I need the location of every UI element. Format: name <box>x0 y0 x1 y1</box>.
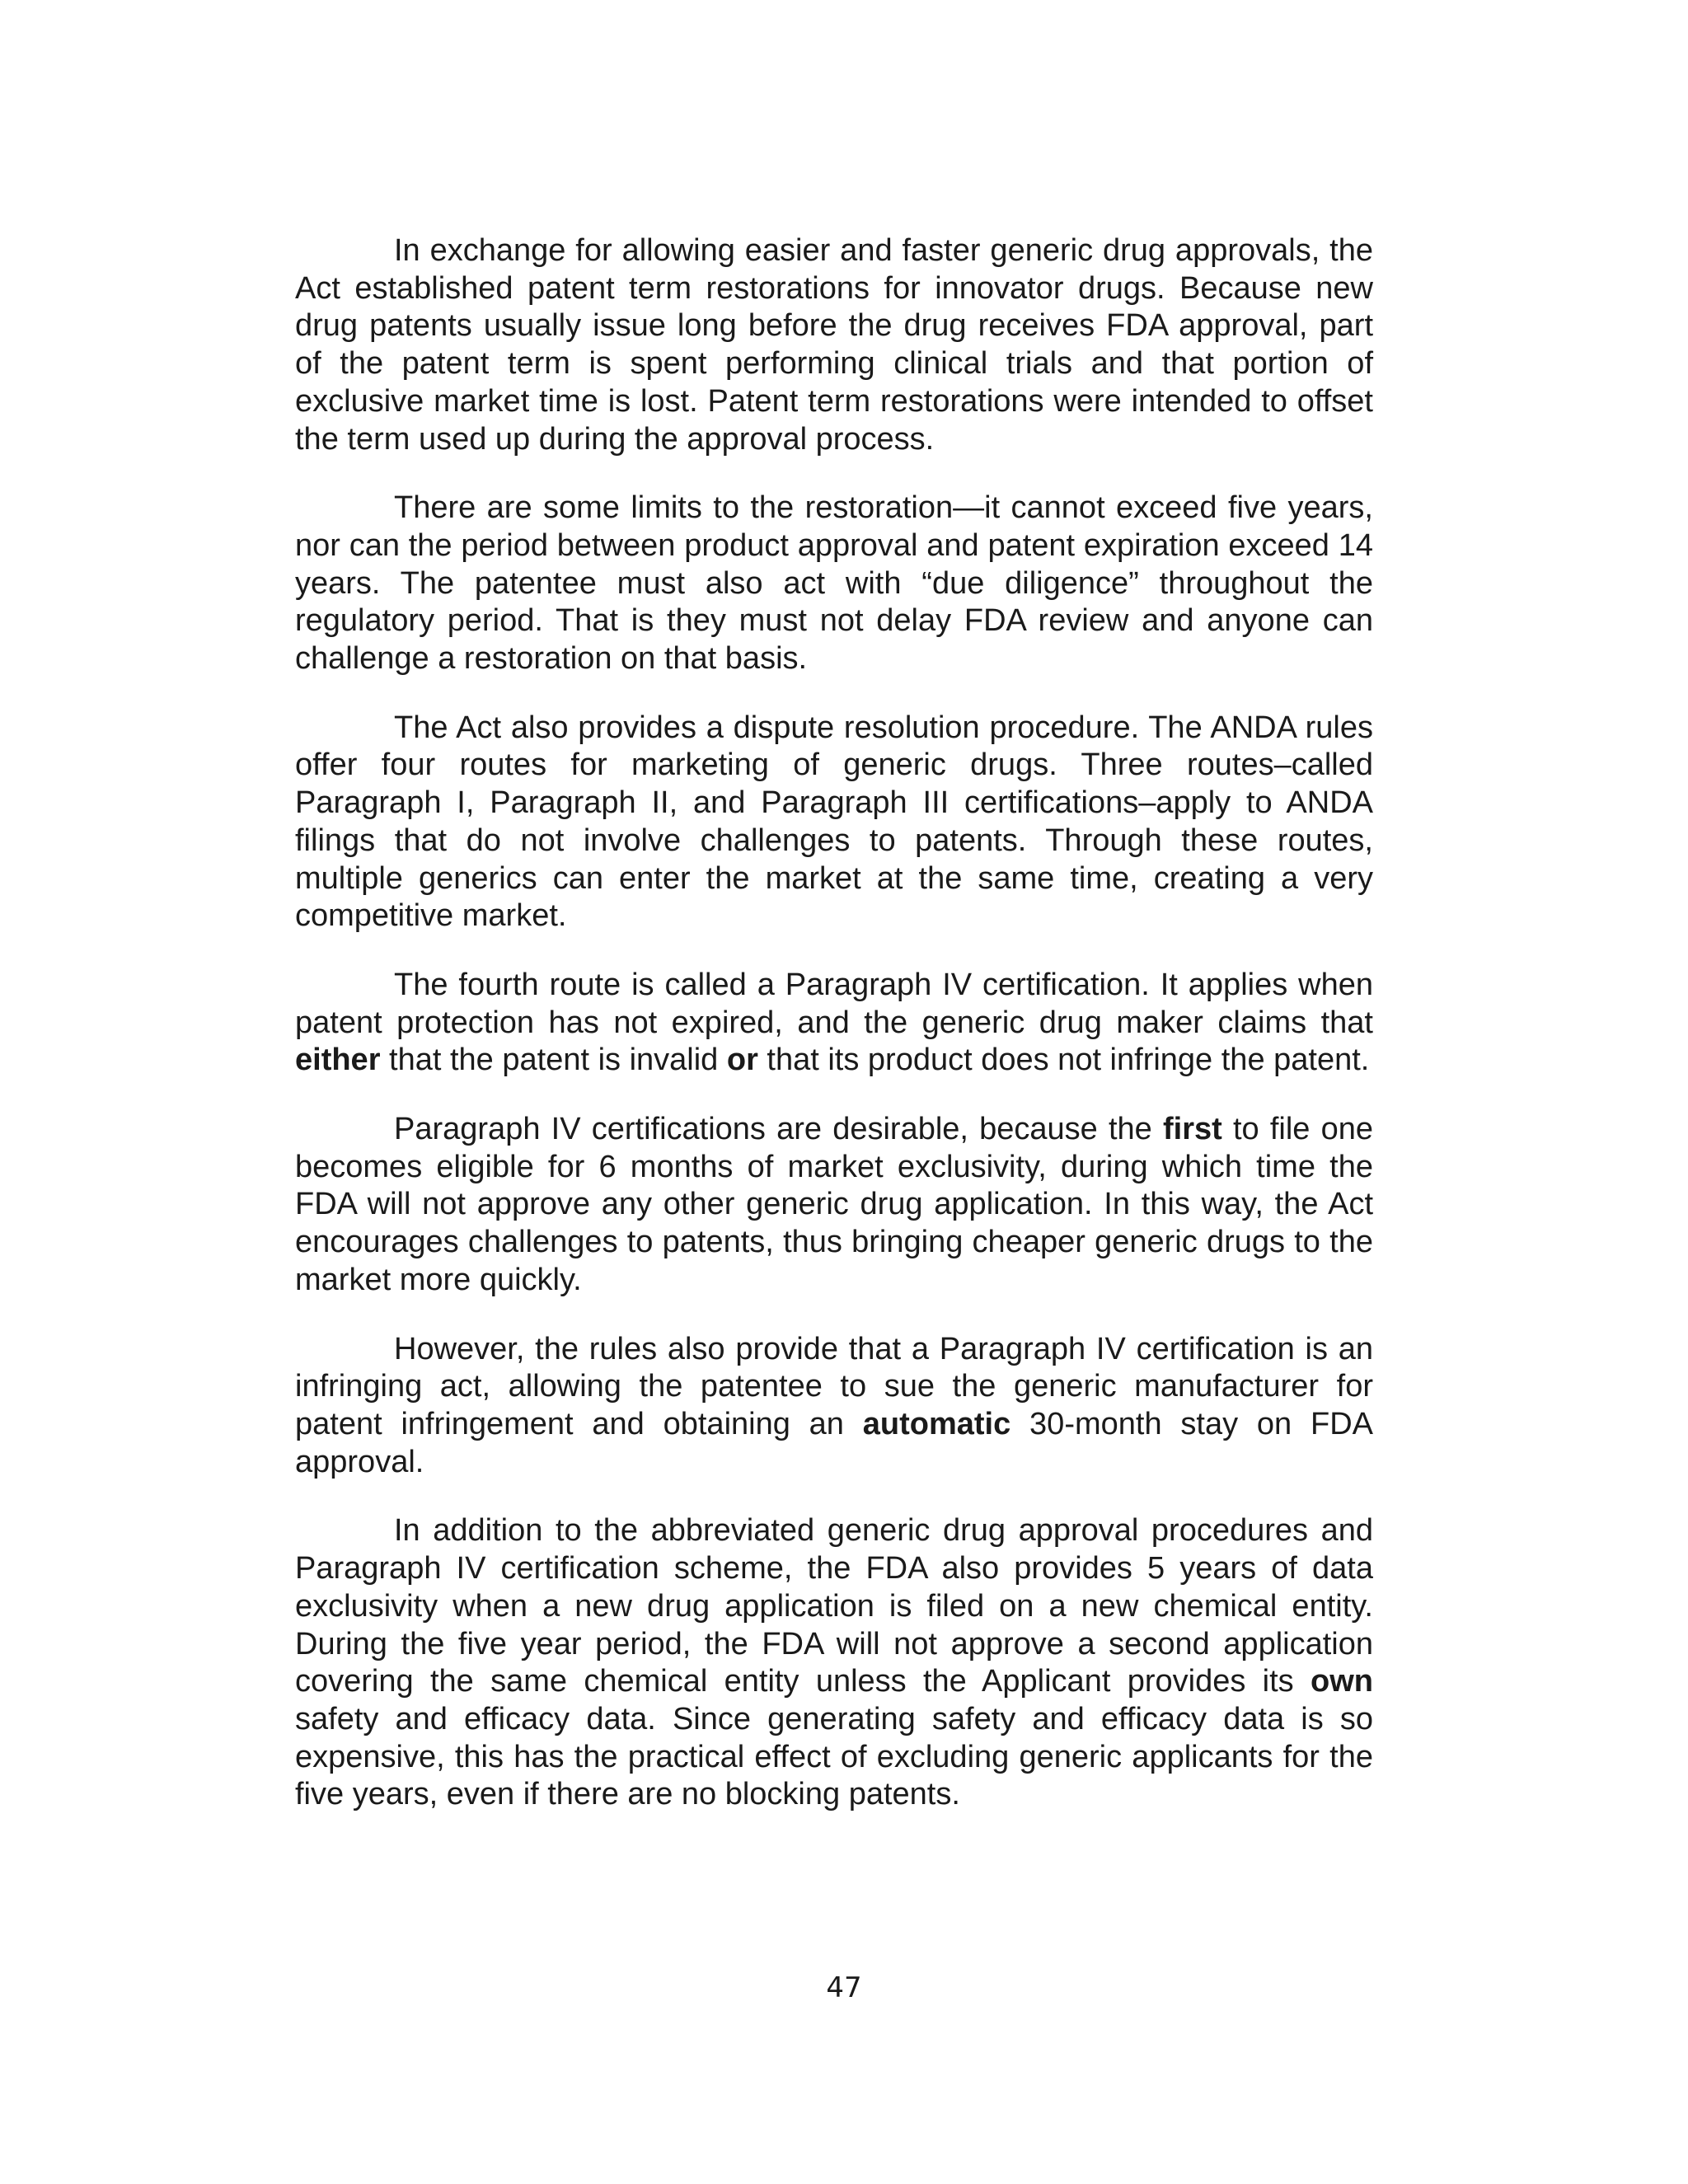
page-number: 47 <box>826 1971 862 2004</box>
emphasis-automatic: automatic <box>862 1406 1011 1441</box>
paragraph-text: The Act also provides a dispute resolution procedure. The ANDA rules offer four routes for marketing of generic drugs. Three routes–called Paragraph I, Paragraph II, and Paragraph III certifications–apply to ANDA filings that do not involve challenges to patents. Through these routes, multiple generics can enter the market at the same time, creating a very competitive market. <box>295 710 1373 934</box>
paragraph-restoration-limits <box>295 490 1373 678</box>
paragraph-market-exclusivity <box>295 1111 1373 1300</box>
paragraph-infringing-act <box>295 1331 1373 1482</box>
paragraph-text: that its product does not infringe the patent. <box>757 1043 1370 1078</box>
emphasis-first: first <box>1163 1112 1222 1147</box>
paragraph-text: There are some limits to the restoration—it cannot exceed five years, nor can the period between product approval and patent expiration exceed 14 years. The patentee must also act with “due diligence” throughout the regulatory period. That is they must not delay FDA review and anyone can challenge a restoration on that basis. <box>295 490 1373 677</box>
paragraph-paragraph-iv-route <box>295 967 1373 1080</box>
paragraph-patent-term-restoration <box>295 232 1373 458</box>
paragraph-text: The fourth route is called a Paragraph IV certification. It applies when patent protection has not expired, and the generic drug maker claims that <box>295 967 1373 1040</box>
paragraph-text: In addition to the abbreviated generic drug approval procedures and Paragraph IV certification scheme, the FDA also provides 5 years of data exclusivity when a new drug application is filed on a new chemical entity. During the five year period, the FDA will not approve a second application covering the same chemical entity unless the Applicant provides its <box>295 1513 1373 1699</box>
emphasis-or: or <box>726 1043 758 1078</box>
paragraph-text: to file one becomes eligible for 6 months of market exclusivity, during which time the FDA will not approve any other generic drug application. In this way, the Act encourages challenges to patents, thus bringing cheaper generic drugs to the market more quickly. <box>295 1112 1374 1297</box>
paragraph-data-exclusivity <box>295 1512 1373 1814</box>
paragraph-text: In exchange for allowing easier and faster generic drug approvals, the Act established patent term restorations for innovator drugs. Because new drug patents usually issue long before the drug receives FDA approval, part of the patent term is spent performing clinical trials and that portion of exclusive market time is lost. Patent term restorations were intended to offset the term used up during the approval process. <box>295 233 1373 457</box>
paragraph-text: However, the rules also provide that a Paragraph IV certification is an infringing act, allowing the patentee to sue the generic manufacturer for patent infringement and obtaining an <box>295 1331 1373 1441</box>
paragraph-text: that the patent is invalid <box>380 1043 727 1078</box>
paragraph-text: 30-month stay on FDA approval. <box>295 1406 1373 1479</box>
paragraph-text: Paragraph IV certifications are desirable, because the <box>394 1112 1163 1147</box>
paragraph-text: safety and efficacy data. Since generating safety and efficacy data is so expensive, this has the practical effect of excluding generic applicants for the five years, even if there are no blocking patents. <box>295 1701 1373 1812</box>
emphasis-either: either <box>295 1043 381 1078</box>
body-text <box>295 232 1373 1845</box>
emphasis-own: own <box>1311 1664 1373 1699</box>
paragraph-dispute-resolution <box>295 710 1373 935</box>
